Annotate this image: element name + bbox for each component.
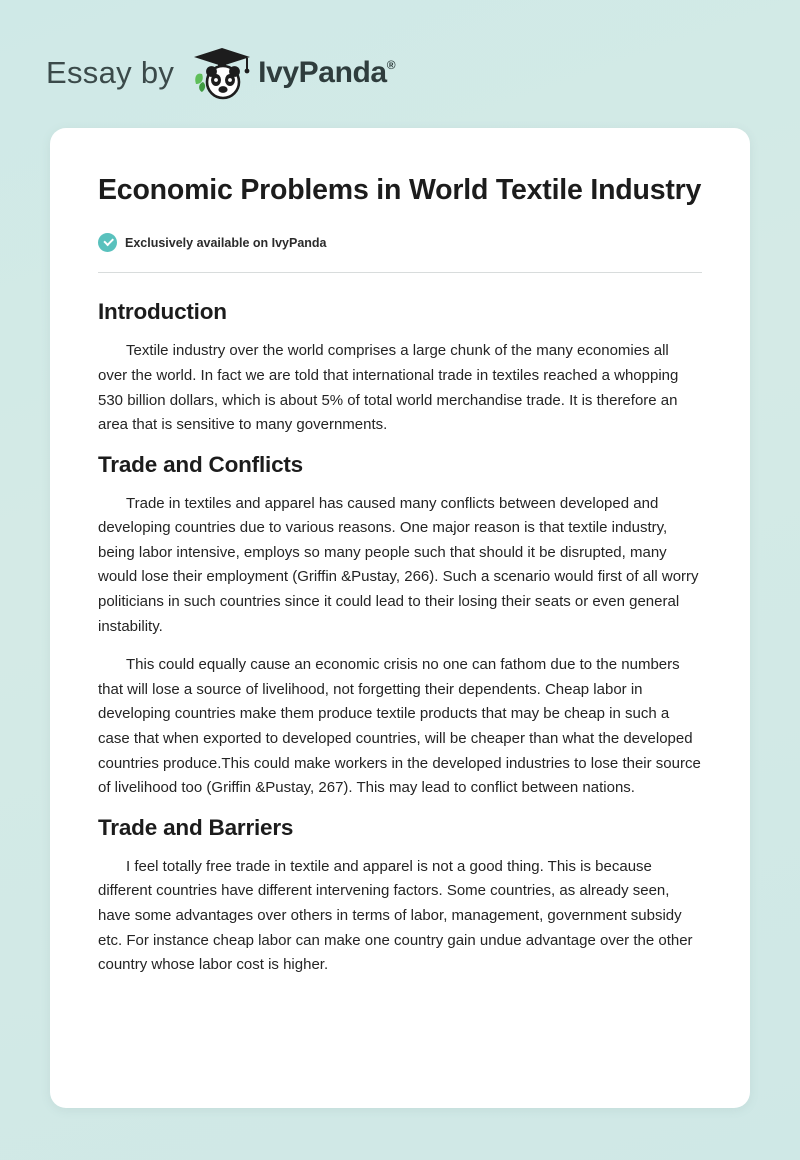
- exclusivity-badge-label: Exclusively available on IvyPanda: [125, 235, 327, 250]
- document-card: [50, 128, 750, 1108]
- section-trade-and-conflicts: [98, 452, 702, 801]
- site-brand-header: [0, 0, 800, 108]
- section-heading: Trade and Conflicts: [98, 451, 303, 477]
- section-heading: Introduction: [98, 299, 227, 325]
- brand-name-text: IvyPanda: [258, 56, 387, 89]
- brand-name: [258, 56, 395, 90]
- section-paragraph: Trade in textiles and apparel has caused many conflicts between developed and developing countries due to various reasons. One major reason is that textile industry, being labor intensive, employs so many people such that should it be disrupted, many would lose their employment (Griffin &Pustay, 266). Such a scenario would first of all worry politicians in such countries since it could lead to their losing their seats or even general instability.: [98, 494, 699, 635]
- section-trade-and-barriers: [98, 815, 702, 978]
- section-introduction: [98, 299, 702, 437]
- section-paragraph: Textile industry over the world comprises a large chunk of the many economies all over the world. In fact we are told that international trade in textiles reached a whopping 530 billion dollars, which is about 5% of total world merchandise trade. It is therefore an area that is sensitive to many governments.: [98, 342, 679, 434]
- panda-graduate-icon: [190, 44, 254, 102]
- check-circle-icon: [98, 233, 117, 252]
- section-heading: Trade and Barriers: [98, 814, 294, 840]
- essay-by-label: Essay by: [46, 55, 175, 90]
- section-paragraph: I feel totally free trade in textile and apparel is not a good thing. This is because different countries have different intervening factors. Some countries, as already seen, have some advantages over others in terms of labor, management, government subsidy etc. For instance cheap labor can make one country gain undue advantage over the other country whose labor cost is higher.: [98, 857, 693, 974]
- section-paragraph: This could equally cause an economic crisis no one can fathom due to the numbers that will lose a source of livelihood, not forgetting their dependents. Cheap labor in developing countries make them produce textile products that may be cheap in such a case that when exported to developed countries, will be cheaper than what the developed countries produce.This could make workers in the developed industries to lose their source of livelihood too (Griffin &Pustay, 267). This may lead to conflict between nations.: [98, 656, 701, 797]
- exclusivity-badge: [98, 233, 702, 252]
- brand-trademark: ®: [386, 58, 396, 72]
- header-divider: [98, 272, 702, 273]
- page-title: Economic Problems in World Textile Industry: [98, 174, 702, 206]
- ivypanda-logo[interactable]: [190, 44, 395, 102]
